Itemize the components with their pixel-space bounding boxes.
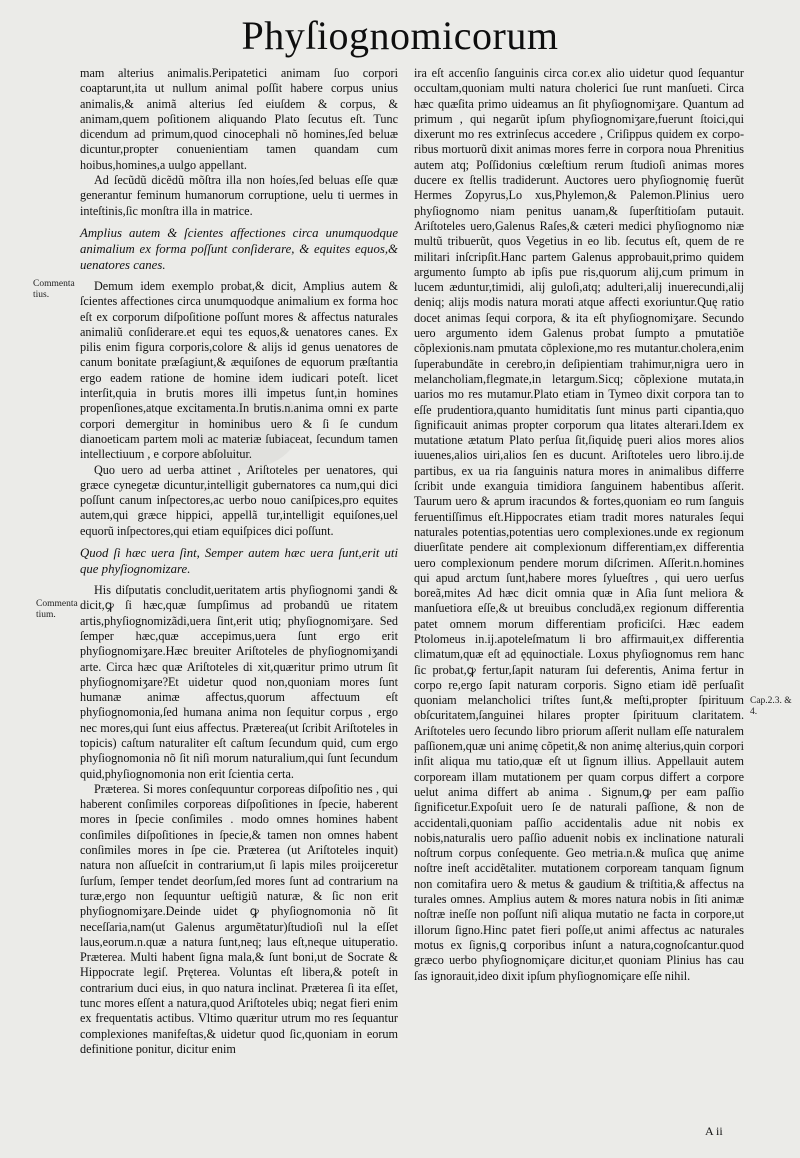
- left-column: [80, 66, 398, 1057]
- paragraph: His diſputatis concludit,ueritatem artis phyſiognomi ʒandi & dicit,ꝙ ſi hæc,quæ ſumpſimus ad probandũ ue ritatem artis,phyſiognomizãdi,uera ſint,erit utiq; phyſiognomiʒare. Sed ſemper hæc,quæ accepimus,uera ſunt ergo erit phyſiognomiʒare.Hæc breuiter Ariſtoteles de phyſiognomiʒandi arte. Circa hæc quæ Ariſtoteles di xit,quæritur primo utrum ſit phyſiognomiʒare?Et uidetur quod non,quoniam mores ſunt humanæ animæ affectus,quorum affectuum eſt phyſiognomonia,ſed humana anima non ſequitur corpus , ergo nec mores,qui ſunt eius affectus. Præterea(ut ſcribit Ariſtoteles in topicis) caſtum naturaliter eſt caſtum ſecundum quid, cum ergo phyſiognomonia nõ ſit niſi morum naturalium,qui ſunt ſecundum quid,phyſiognomonia non erit ſcientia certa.: [80, 583, 398, 781]
- paragraph: ira eſt accenſio ſanguinis circa cor.ex alio uidetur quod ſequantur occultam,quoniam multi natura cholerici ſue runt manſueti. Circa hæc quæſita primo uideamus an ſit phyſiognomiʒare. Quantum ad primum , qui negarũt ipſum phyſiognomiʒare,fuerunt ſtoici,qui dixerunt mo res extrinſecus accedere , Criſippus quidem ex corporibus mortuorũ dixit animas mores ferre in corpora noua Phrenitius autem atq; Poſſidonius cœleſtium rerum ſtudioſi animas mores ducere ex ſtellis tradiderunt. Auctores uero phyſiognomię fuerũt Hermes Zopyrus,Lo xus,Phylemon,& Palemon.Plinius uero phyſiognomo niam penitus uanam,& ſuperſtitioſam putauit. Ariſtoteles uero,Galenus Raſes,& cæteri medici phyſiognomo niæ multũ tribuerũt, quos Vegetius in eo lib. ſecutus eſt, quem de re militari inſcripſit.Hanc partem Galenus approbauit,primo quidem argumento ſumpto ab ipſis pue ris,quorum alij,cum primum in lucem æduntur,timidi, alij guloſi,atq; adulteri,alij inuerecundi,alij deniq; alijs modis natura morati atque affecti exoriuntur.Quę ratio docet animas ſequi corpora, & ita eſt phyſiognomiʒare. Secundo uero argumento idem Galenus probat ſumpto a pmutatiõe cõplexionis.nam pmutata cõplexione,mo res mutantur.cholera,enim ſuperabundãte in cerebro,in deſipientiam trahimur,nigra uero in melancholiam,flegmate,in letargum.Sicq; cõplexione mutata,in uarios mo res mutamur.Plato etiam in Tymeo dixit corpora tan to eſſe prudentiora,quanto humiditatis ſunt minus parti cipantia,quo ſignificauit animas propter corporum qua litates alterari.Idem ex mutatione ætatum Plato perſua ſit,ſiquidę pueri alios mores alios iuuenes,alios uiri,alios ſen es ducunt. Ariſtoteles uero libro.ij.de partibus, ex ua ria ſanguinis natura mores in animalibus differre ſcribit unde exanguia timidiora ſanguinem habentibus aſſerit. Taurum uero & aprum iracundos & fortes,quoniam eo rum ſanguis feruentiſſimus eſt.Hippocrates etiam tradit mores naturales ſequi naturales potentias,potentias uero complexiones.unde ex regionum diuerſitate pendere ait complexionum differentiam,ex differentia uero complexionum pendere morum diſcrimen. Aſſerit.n.homines qui apud arctum ſunt,habere mores ſylueſtres , qui uero uerſus boreã,mites Ad hæc dicit omnia quæ in Aſia ſunt meliora & manſuetiora eſſe,& ut breuibus concludã,ex regionum differentia patet omnem morum differentiam proficiſci. Hæc eadem Ptolomeus in.ij.apoteleſmatum li bro affirmauit,ex differentia climatum,quæ eſt ad ęquinoctiale. Loxus phyſiognomus rem hanc ſic probat,ꝙ fertur,ſapit naturam ſui deferentis, Anima fertur in corpo re,ergo ſapit naturam corporis. Signo etiam idẽ perſuaſit quoniam melancholici triſtes ſunt,& meſti,propter ſpirituum obſcuritatem,ſanguinei hilares propter ſpirituum claritatem. Ariſtoteles uero ſecundo libro priorum aſſerit nullam eſſe naturalem paſſionem,quæ uni animę cõpetit,& non animę alterius,quin corpori inſit aliqua mu tatio,quæ eſt ut ſignum illius. Appellauit autem corpoream illam mutationem per quam corpus differt a corpore uelut anima differt ab anima . Signum,ꝙ per eam paſſio ſignificetur.Expoſuit uero ſe de naturali paſſione, & non de accidentali,quoniam paſſio accidentalis adue nit nobis ex nobis,naturalis uero paſſio aduenit nobis ex inclinatione naturali noſtrum corpus conſequente. Geo metria.n.& muſica quę anime noſtre ineſt accidẽtaliter. mutationem corpoream tanquam ſignum non comitafira uero & metus & gaudium & triſtitia,& affectus na turales omnes. Amplius autem & mores natura nobis in ſiti animæ noſtræ ineſſe non poſſunt niſi aliqua mutatio ne facta in corpore,ut illorum ſigno.Hinc patet fieri poſſe,ut animi affectus ac naturales motus ex ſignis,ꝗ corporibus inſunt a natura,cognoſcantur.quod græco uerbo phyſiognomiçare dicitur,et quoniam Plinius has cau ſas ignorauit,ideo dixit ipſum phyſiognomiçare eſſe nihil.: [414, 66, 744, 983]
- lemma-quote: Quod ſi hæc uera ſint, Semper autem hæc uera ſunt,erit uti que phyſiognomizare.: [80, 546, 398, 577]
- page-title: Phyſiognomicorum: [241, 13, 559, 58]
- signature-mark: A ii: [705, 1124, 723, 1138]
- paragraph: Demum idem exemplo probat,& dicit, Amplius autem & ſcientes affectiones circa unumquodque animalium ex forma hoc eſt ex corporum diſpoſitione poſſunt mores & affectus naturales animaliũ conſiderare.et equi tes equos,& uenatores canes. Ex pilis enim figura corporis,colore & alijs id genus uenatores de canum bonitate præſagiunt,& æquiſones de equorum præſtantia ergo eadem ratione de homine idem iudicari poteſt. licet interſit,quia in brutis mores illi impetus ſunt,in homines propenſiones,atque excitamenta.In brutis.n.anima omni ex parte corpori demergitur in hominibus uero & ſi ſe cundum dianoeticam partem moli ac materiæ ſubiaceat, ſecundum tamen intellectiuum , e corpore abſoluitur.: [80, 278, 398, 462]
- right-column: [414, 66, 744, 984]
- paragraph: Ad ſecũdũ dicẽdũ mõſtra illa non hoíes,ſed beluas eſſe quæ generantur feminum humanorum corruptione, uelu ti uermes in inteſtinis,ſic monſtra illa in matrice.: [80, 173, 398, 218]
- paragraph: mam alterius animalis.Peripatetici animam ſuo corpori coaptarunt,ita ut nullum animal poſſit habere corpus unius animalis,& animã alterius ſed eiuſdem & corpus, & animam,quem poſitionem aliquando Plato ſecutus eſt. Tunc dicendum ad primum,quod cinocephali nõ homines,ſed beluæ dicuntur,propter conuenientiam tamen quandam cum hoibus,homines,a uulgo appellant.: [80, 66, 398, 172]
- margin-note: Cap.2.3. & 4.: [750, 696, 792, 717]
- margin-note: Commenta tius.: [33, 279, 75, 300]
- paragraph: Præterea. Si mores conſequuntur corporeas diſpoſitio nes , qui haberent conſimiles corporeas diſpoſitiones in ſpecie, haberent mores in ſpecie conſimiles . modo omnes homines habent conſimiles diſpoſitiones in ſpecie,& tamen non omnes habent conſimiles mores in ſpe cie. Præterea (ut Ariſtoteles inquit) natura non aſſueſcit in contrarium,ut ſi lapis miles proijceretur ſurſum, ſemper tendet deorſum,ſed mores ſunt ad contrarium na turæ,ergo non ſequuntur ueſtigiũ naturæ, & ſic non erit phyſiognomiʒare.Deinde uidet ꝙ phyſiognomonia nõ ſit neceſſaria,nam(ut Galenus argumẽtatur)ſtudioſi nul la eſſet laus,eorum.n.quæ a natura ſunt,neq; laus eſt,neque uituperatio. Præterea. Multi habent ſigna mala,& ſunt boni,ut de Socrate & Hippocrate legiſ. Pręterea. Voluntas eſt libera,& poteſt in contrarium duci eius, in quo natura inclinat. Præterea ſi ita eſſet, tunc mores eſſent a natura,quod Ariſtoteles ubiq; negat fieri enim ex frequentatis actibus. Vltimo quæritur utrum mo res ſequantur complexiones manifeſtas,& uidetur quod ſic,quoniam in eorum definitione ponitur, dicitur enim: [80, 781, 398, 1056]
- lemma-quote: Amplius autem & ſcientes affectiones circa unumquodque animalium ex forma poſſunt conſiderare, & equites equos,& uenatores canes.: [80, 225, 398, 272]
- paragraph: Quo uero ad uerba attinet , Ariſtoteles per uenatores, qui græce cynegetæ dicuntur,intelligit gubernatores ca num,qui dici poſſunt canum inſpectores,ac uerbo nouo caniſpices,pro equites autem,qui græce hippici, appellã tur,intelligit equiſones,uel equorũ inſpectores,qui etiam equiſpices dici poſſunt.: [80, 462, 398, 538]
- margin-note: Commenta tium.: [36, 599, 78, 620]
